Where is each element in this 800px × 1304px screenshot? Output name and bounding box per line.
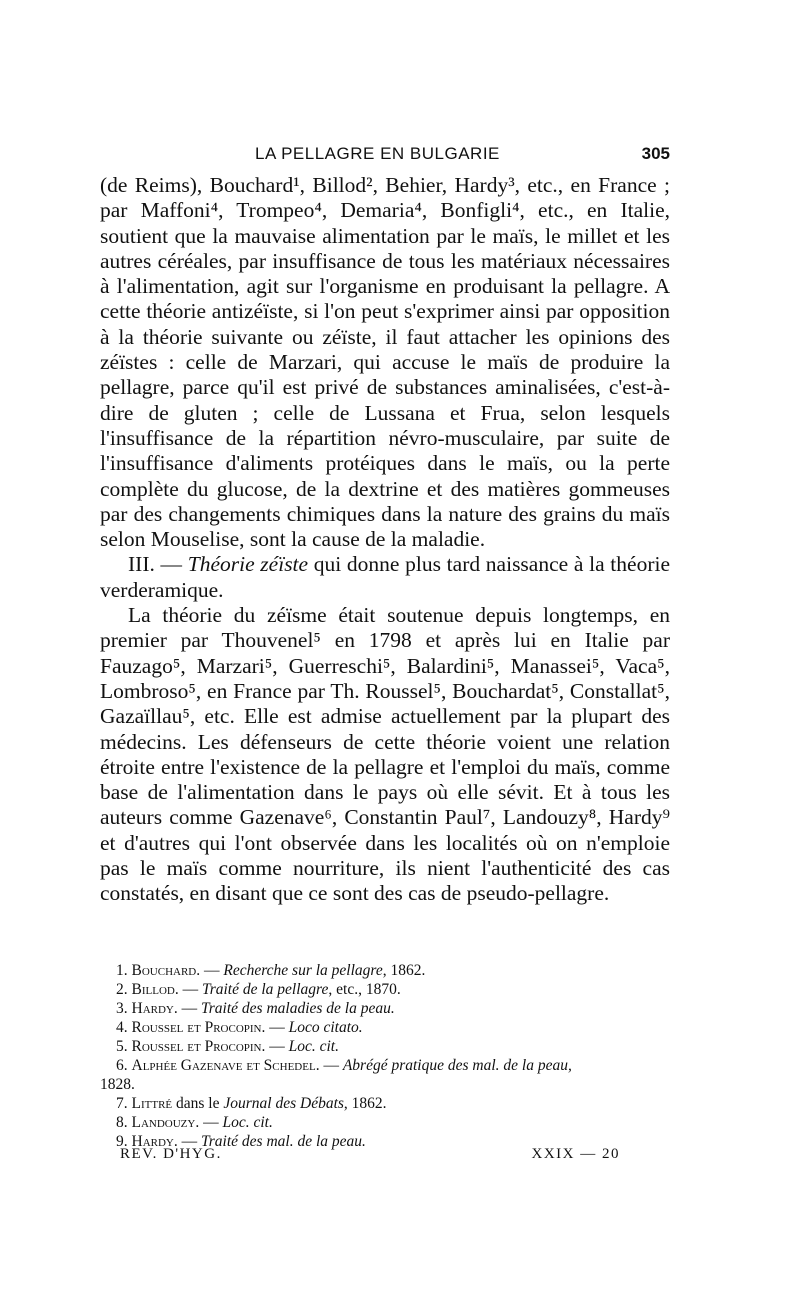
journal-abbreviation: REV. D'HYG. [120,1146,222,1162]
footnote: 5. Roussel et Procopin. — Loc. cit. [116,1038,339,1055]
paragraph-3: La théorie du zéïsme était soutenue depuis longtemps, en premier par Thouvenel⁵ en 1798 et après lui en Italie par Fauzago⁵, Marzari⁵, Guerreschi⁵, Balardini⁵, Manassei⁵, Vaca⁵, Lombroso⁵, en France par Th. Roussel⁵, Bouchardat⁵, Constallat⁵, Gazaïllau⁵, etc. Elle est admise actuellement par la plupart des médecins. Les défenseurs de cette théorie voient une relation étroite entre l'existence de la pellagre et l'emploi du maïs, comme base de l'alimentation dans le pays où elle sévit. Et à tous les auteurs comme Gazenave⁶, Constantin Paul⁷, Landouzy⁸, Hardy⁹ et d'autres qui l'ont observée dans les localités où on n'emploie pas le maïs comme nourriture, ils nient l'authenticité des cas constatés, en disant que ce sont des cas de pseudo-pellagre. [100,603,670,906]
footnote-continuation: 1828. [100,1076,135,1093]
page-number: 305 [641,144,670,163]
footnote: 1. Bouchard. — Recherche sur la pellagre, 1862. [116,962,426,979]
volume-signature: XXIX — 20 [531,1146,620,1162]
section-title: Théorie zéïste [187,552,309,577]
section-number: III. — [128,552,188,577]
footnote: 6. Alphée Gazenave et Schedel. — Abrégé pratique des mal. de la peau, [116,1057,572,1074]
footnote: 4. Roussel et Procopin. — Loco citato. [116,1019,363,1036]
footnotes [100,961,670,1151]
paragraph-1: (de Reims), Bouchard¹, Billod², Behier, Hardy³, etc., en France ; par Maffoni⁴, Trompeo⁴, Demaria⁴, Bonfigli⁴, etc., en Italie, soutient que la mauvaise alimentation par le maïs, le millet et les autres céréales, par insuffisance de tous les matériaux nécessaires à l'alimentation, agit sur l'organisme en produisant la pellagre. A cette théorie antizéïste, si l'on peut s'exprimer ainsi par opposition à la théorie suivante ou zéïste, il faut attacher les opinions des zéïstes : celle de Marzari, qui accuse le maïs de produire la pellagre, parce qu'il est privé de substances aminalisées, c'est-à-dire de gluten ; celle de Lussana et Frua, selon lesquels l'insuffisance de la répartition névro-musculaire, par suite de l'insuffisance d'aliments protéiques dans le maïs, ou la perte complète du glucose, de la dextrine et des matières gommeuses par des changements chimiques dans la nature des grains du maïs selon Mouselise, sont la cause de la maladie. [100,173,670,552]
printer-signature [120,1146,620,1168]
section-continuation: qui donne plus tard naissance à la théorie verderamique. [100,552,670,602]
footnote: 7. Littré dans le Journal des Débats, 1862. [116,1095,387,1112]
footnote: 2. Billod. — Traité de la pellagre, etc., 1870. [116,981,401,998]
body-text [100,173,670,907]
paragraph-2 [100,552,670,603]
footnote: 8. Landouzy. — Loc. cit. [116,1114,273,1131]
footnote: 3. Hardy. — Traité des maladies de la peau. [116,1000,395,1017]
page-header [100,140,670,168]
footnote: 9. Hardy. — Traité des mal. de la peau. [116,1133,366,1150]
running-title: LA PELLAGRE EN BULGARIE [255,144,500,163]
